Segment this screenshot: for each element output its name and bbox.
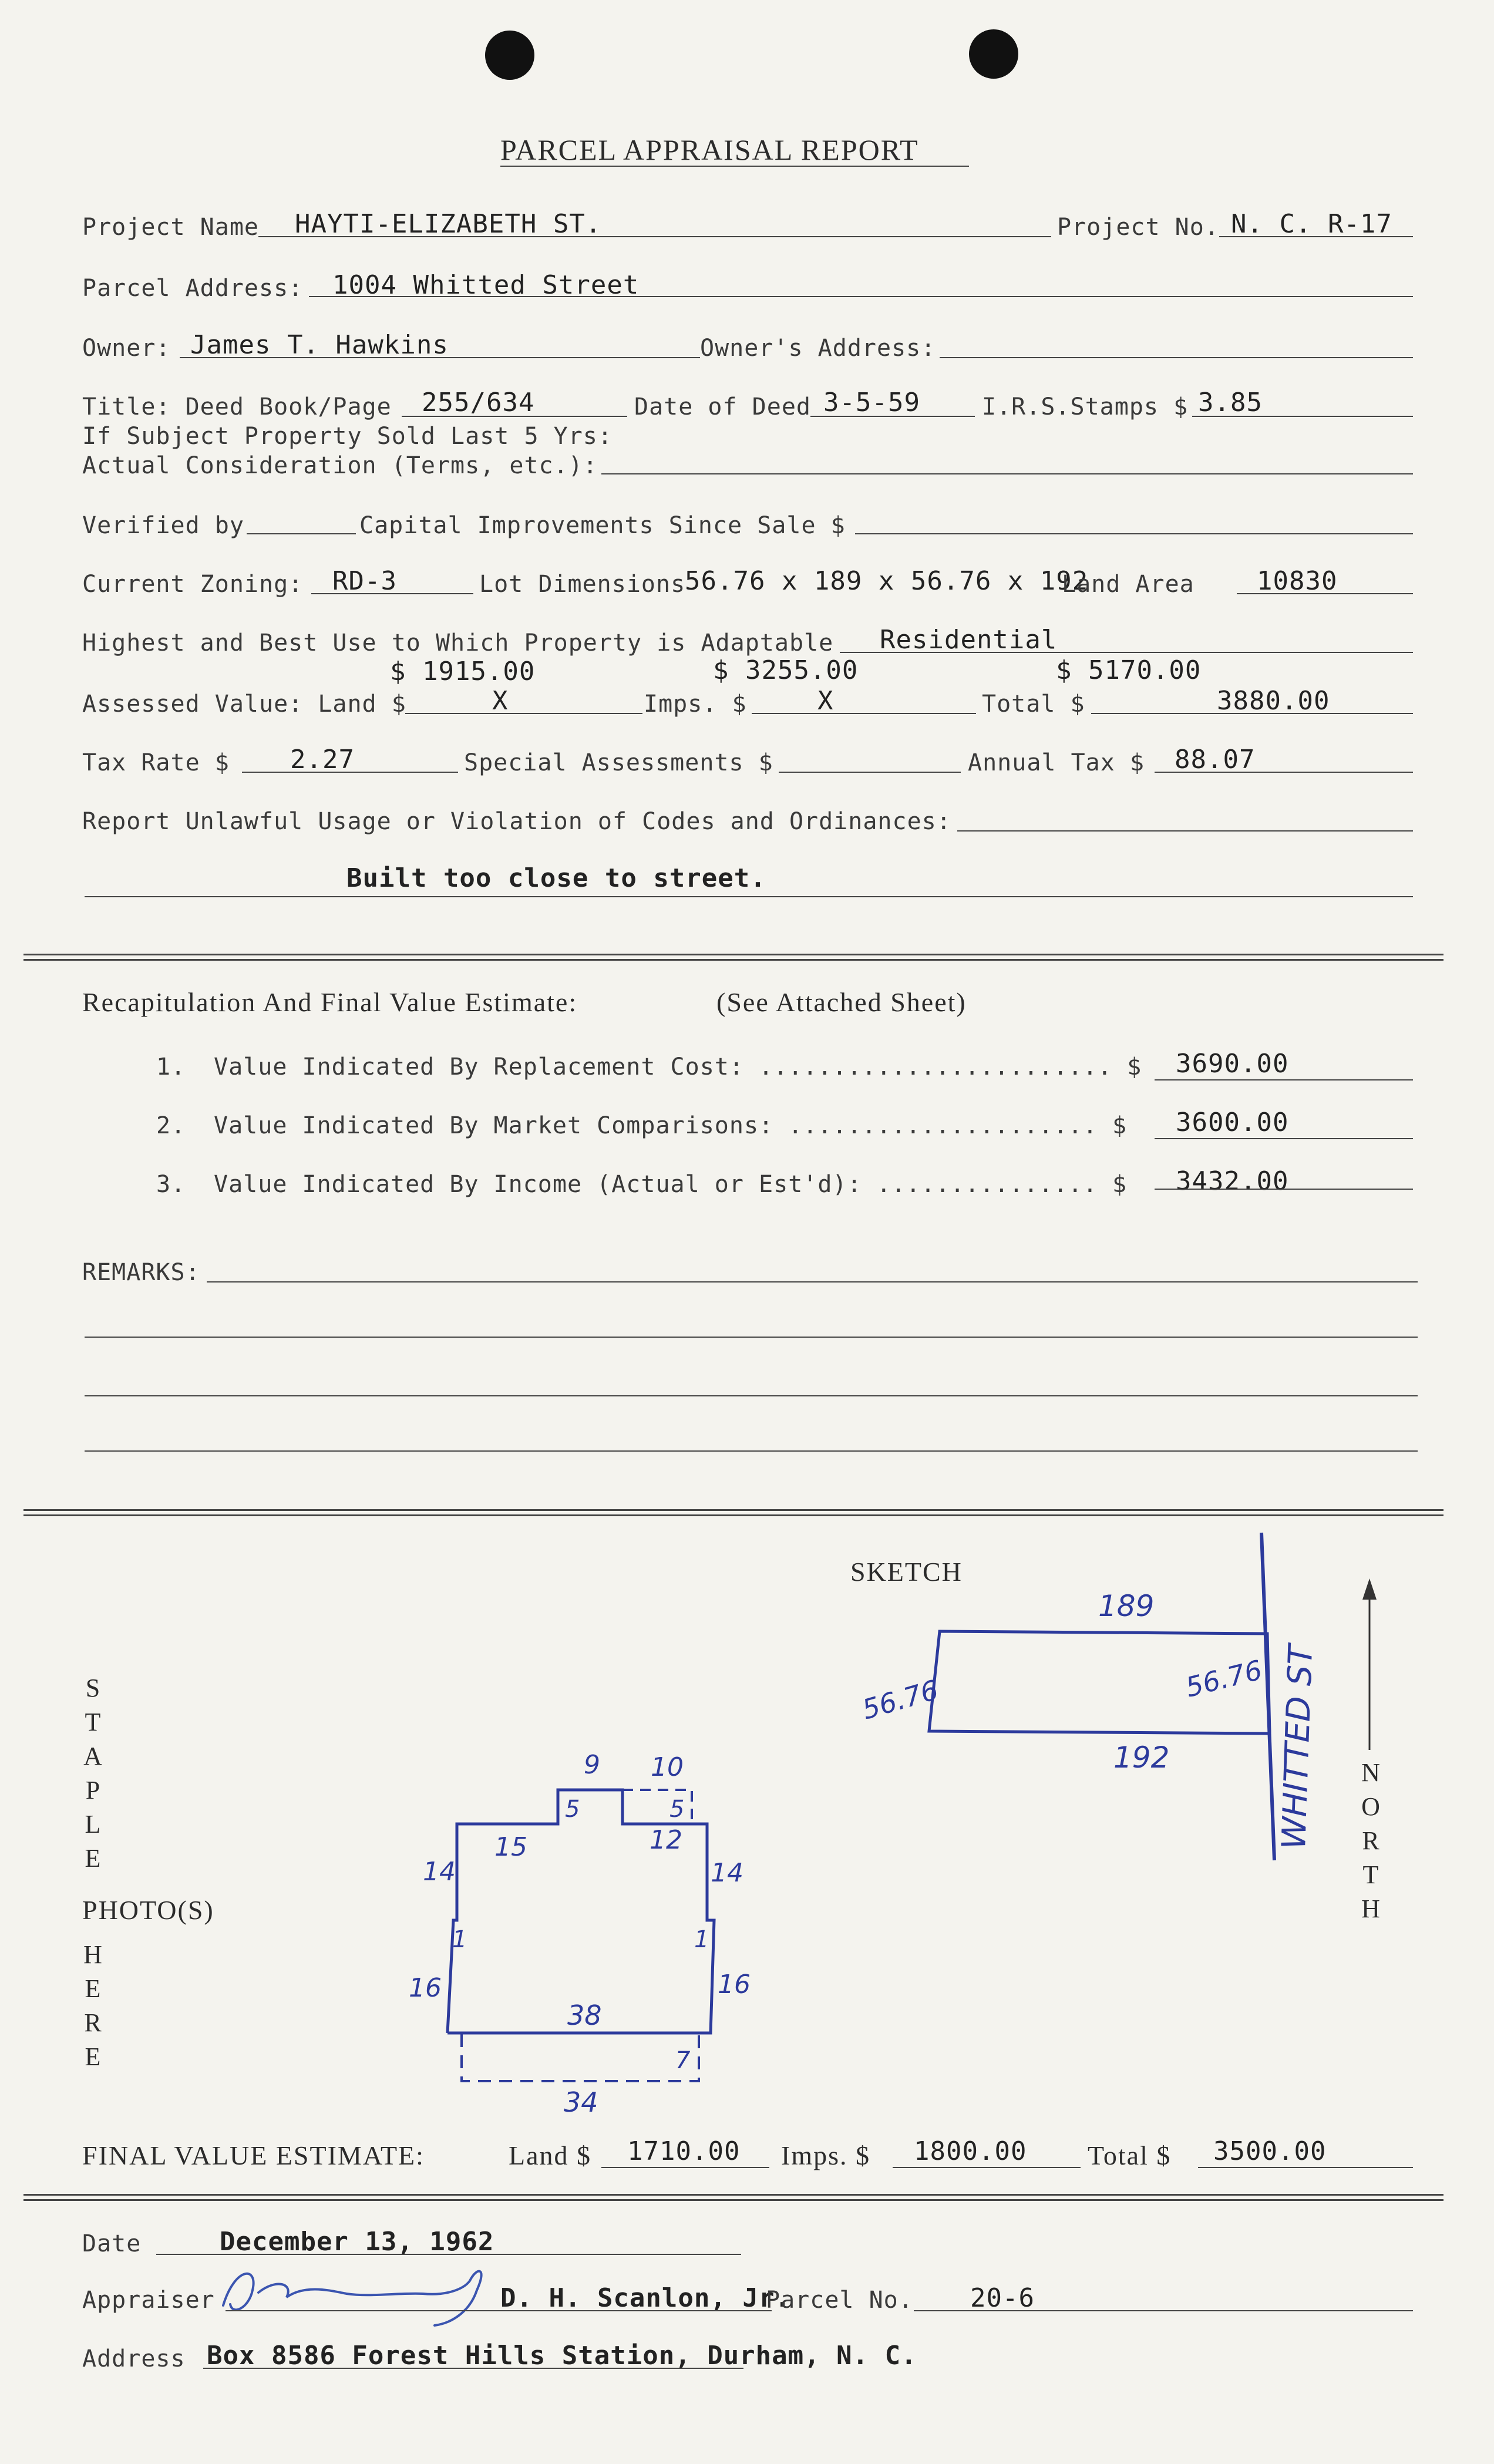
recap-item-3-label: Value Indicated By Income (Actual or Est'd): ............... $ (214, 1171, 1128, 1198)
parcel-address-label: Parcel Address: (82, 275, 304, 302)
final-value-label: FINAL VALUE ESTIMATE: (82, 2140, 425, 2170)
special-assessments-label: Special Assessments $ (464, 749, 773, 776)
sketch-label: SKETCH (850, 1557, 963, 1587)
recap-item-3-value: 3432.00 (1176, 1166, 1289, 1196)
bldg-dim-right-top: 12 (650, 1825, 682, 1855)
land-area-value: 10830 (1257, 566, 1338, 596)
recap-heading-note: (See Attached Sheet) (716, 987, 967, 1017)
staple-letter: E (85, 1844, 101, 1873)
date-line (156, 2254, 741, 2255)
recap-item-3-num: 3. (156, 1171, 186, 1198)
capital-improvements-label: Capital Improvements Since Sale $ (359, 512, 846, 539)
north-letter: N (1361, 1758, 1380, 1787)
bldg-dim-left-lower: 16 (409, 1973, 442, 2003)
bldg-dim-step-b: 5 (669, 1796, 685, 1823)
final-imps-value: 1800.00 (914, 2136, 1027, 2166)
date-of-deed-value: 3-5-59 (823, 388, 920, 418)
date-value: December 13, 1962 (220, 2227, 494, 2257)
project-name-value: HAYTI-ELIZABETH ST. (295, 209, 602, 239)
recap-item-1-value: 3690.00 (1176, 1049, 1289, 1079)
highest-best-use-value: Residential (880, 625, 1058, 655)
staple-letter: P (85, 1776, 100, 1805)
north-letter: H (1361, 1894, 1380, 1923)
bldg-dim-left-upper: 14 (423, 1857, 456, 1887)
violations-text: Built too close to street. (346, 863, 766, 893)
annual-tax-label: Annual Tax $ (968, 749, 1145, 776)
actual-consideration-label: Actual Consideration (Terms, etc.): (82, 452, 598, 479)
recap-item-1-num: 1. (156, 1053, 186, 1080)
address-value: Box 8586 Forest Hills Station, Durham, N. C. (207, 2341, 917, 2371)
annual-tax-value: 88.07 (1175, 745, 1256, 775)
bldg-dim-top-a: 9 (584, 1750, 600, 1780)
assessed-total-typed: 3880.00 (1217, 686, 1330, 716)
project-no-label: Project No. (1057, 214, 1219, 241)
recap-item-2-num: 2. (156, 1112, 186, 1139)
tax-rate-value: 2.27 (290, 745, 355, 775)
final-total-line (1198, 2167, 1413, 2168)
zoning-value: RD-3 (332, 566, 397, 596)
owner-label: Owner: (82, 335, 171, 362)
appraiser-signature (223, 2271, 482, 2325)
bldg-dim-right-lower: 16 (718, 1970, 751, 2000)
owner-value: James T. Hawkins (190, 330, 449, 360)
zoning-label: Current Zoning: (82, 571, 304, 598)
parcel-no-value: 20-6 (970, 2283, 1035, 2313)
final-total-value: 3500.00 (1213, 2136, 1327, 2166)
bldg-dim-left-jog: 1 (452, 1926, 467, 1953)
bldg-dim-top-b: 10 (651, 1752, 684, 1782)
final-land-line (601, 2167, 769, 2168)
final-total-label: Total $ (1088, 2140, 1172, 2170)
staple-letter: A (83, 1742, 102, 1770)
verified-by-label: Verified by (82, 512, 244, 539)
staple-letter: T (85, 1708, 101, 1736)
sold-last-5-label: If Subject Property Sold Last 5 Yrs: (82, 423, 613, 450)
here-letter: H (83, 1940, 102, 1969)
assessed-land-handwritten: $ 1915.00 (390, 657, 536, 686)
here-letter: R (84, 2008, 102, 2037)
project-no-value: N. C. R-17 (1231, 209, 1392, 239)
lot-dim-right: 56.76 (1182, 1654, 1266, 1704)
bldg-dim-left-top: 15 (494, 1832, 527, 1862)
lot-dimensions-label: Lot Dimensions (479, 571, 686, 598)
section-divider-3 (23, 2194, 1443, 2201)
final-land-label: Land $ (509, 2140, 592, 2170)
bldg-dim-step-a: 5 (565, 1796, 580, 1823)
assessed-land-typed: X (492, 686, 509, 716)
address-line (203, 2368, 743, 2369)
form-title: PARCEL APPRAISAL REPORT (500, 133, 919, 166)
irs-stamps-label: I.R.S.Stamps $ (982, 393, 1189, 420)
north-letter: R (1362, 1826, 1379, 1855)
lot-dim-left: 56.76 (859, 1674, 942, 1726)
imps-label: Imps. $ (644, 691, 747, 718)
bldg-dim-right-upper: 14 (711, 1858, 743, 1888)
assessed-imps-typed: X (817, 686, 834, 716)
lot-dimensions-value: 56.76 x 189 x 56.76 x 192 (685, 566, 1089, 596)
parcel-address-value: 1004 Whitted Street (332, 270, 640, 300)
total-label: Total $ (982, 691, 1085, 718)
north-letter: T (1362, 1860, 1379, 1889)
tax-rate-label: Tax Rate $ (82, 749, 230, 776)
highest-best-use-label: Highest and Best Use to Which Property is Adaptable (82, 630, 834, 657)
bldg-dim-bottom: 38 (567, 2000, 602, 2031)
assessed-imps-handwritten: $ 3255.00 (713, 655, 859, 685)
project-name-label: Project Name (82, 214, 259, 241)
final-imps-label: Imps. $ (781, 2140, 870, 2170)
final-imps-line (893, 2167, 1081, 2168)
recap-item-2-value: 3600.00 (1176, 1108, 1289, 1137)
building-porch-dashed (462, 2034, 699, 2081)
deed-book-page-value: 255/634 (422, 388, 535, 418)
land-area-label: Land Area (1062, 571, 1194, 598)
assessed-total-handwritten: $ 5170.00 (1056, 655, 1202, 685)
bldg-dim-right-jog: 1 (694, 1926, 709, 1953)
bldg-dim-bottom-dashed: 34 (564, 2086, 598, 2118)
recap-heading: Recapitulation And Final Value Estimate: (82, 987, 578, 1017)
recap-item-2-label: Value Indicated By Market Comparisons: ..................... $ (214, 1112, 1128, 1139)
final-land-value: 1710.00 (627, 2136, 741, 2166)
here-letter: E (85, 2042, 101, 2071)
staple-letter: L (85, 1810, 101, 1839)
violations-label: Report Unlawful Usage or Violation of Codes and Ordinances: (82, 808, 951, 835)
address-label: Address (82, 2345, 186, 2372)
title-deed-label: Title: Deed Book/Page (82, 393, 392, 420)
recap-item-1-label: Value Indicated By Replacement Cost: ........................ $ (214, 1053, 1142, 1080)
whitted-street-label: WHITTED ST (1275, 1644, 1321, 1850)
appraiser-value: D. H. Scanlon, Jr. (500, 2283, 791, 2313)
appraiser-line (226, 2310, 772, 2311)
parcel-no-line (914, 2310, 1413, 2311)
appraiser-label: Appraiser (82, 2287, 215, 2314)
remarks-label: REMARKS: (82, 1259, 200, 1286)
date-label: Date (82, 2230, 142, 2257)
north-letter: O (1361, 1792, 1380, 1821)
date-of-deed-label: Date of Deed (634, 393, 811, 420)
lot-dim-bottom: 192 (1113, 1741, 1170, 1775)
assessed-value-label: Assessed Value: Land $ (82, 691, 406, 718)
lot-dim-top: 189 (1098, 1589, 1155, 1623)
bldg-dim-porch: 7 (675, 2047, 691, 2074)
north-arrow-icon (1362, 1578, 1377, 1600)
parcel-no-label: Parcel No. (766, 2287, 913, 2314)
here-letter: E (85, 1974, 101, 2003)
staple-letter: S (85, 1674, 100, 1702)
photos-label: PHOTO(S) (82, 1895, 214, 1925)
owner-address-label: Owner's Address: (700, 335, 936, 362)
irs-stamps-value: 3.85 (1198, 388, 1263, 418)
